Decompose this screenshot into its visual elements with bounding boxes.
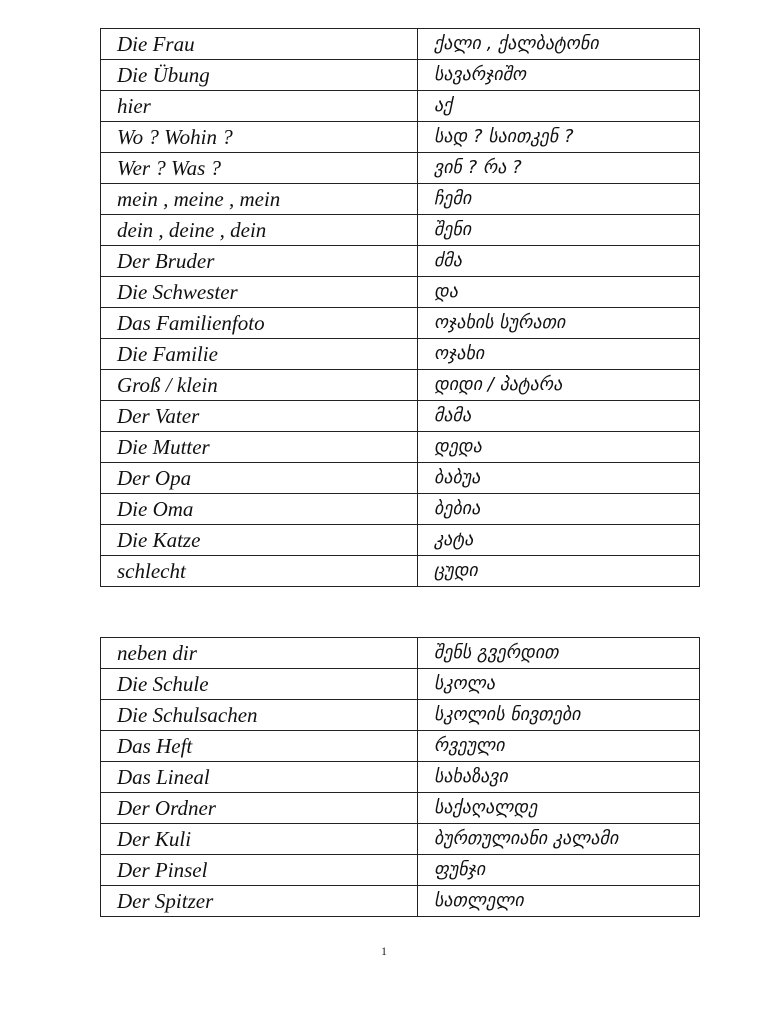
german-word-cell: Der Bruder bbox=[101, 246, 418, 277]
georgian-translation-cell: ჩემი bbox=[418, 184, 700, 215]
german-word-cell: neben dir bbox=[101, 638, 418, 669]
vocabulary-table-1 bbox=[100, 28, 700, 587]
german-word-cell: mein , meine , mein bbox=[101, 184, 418, 215]
german-word-cell: Die Frau bbox=[101, 29, 418, 60]
vocabulary-table-2 bbox=[100, 637, 700, 917]
georgian-translation-cell: კატა bbox=[418, 525, 700, 556]
table-row bbox=[101, 494, 700, 525]
table-row bbox=[101, 463, 700, 494]
table-row bbox=[101, 184, 700, 215]
table-row bbox=[101, 215, 700, 246]
table-row bbox=[101, 246, 700, 277]
georgian-translation-cell: ცუდი bbox=[418, 556, 700, 587]
georgian-translation-cell: ბურთულიანი კალამი bbox=[418, 824, 700, 855]
german-word-cell: Die Schule bbox=[101, 669, 418, 700]
german-word-cell: dein , deine , dein bbox=[101, 215, 418, 246]
german-word-cell: Das Heft bbox=[101, 731, 418, 762]
table-row bbox=[101, 855, 700, 886]
table-row bbox=[101, 525, 700, 556]
table-row bbox=[101, 91, 700, 122]
german-word-cell: hier bbox=[101, 91, 418, 122]
table-row bbox=[101, 793, 700, 824]
georgian-translation-cell: რვეული bbox=[418, 731, 700, 762]
table-row bbox=[101, 731, 700, 762]
german-word-cell: Die Oma bbox=[101, 494, 418, 525]
german-word-cell: Der Pinsel bbox=[101, 855, 418, 886]
georgian-translation-cell: დიდი / პატარა bbox=[418, 370, 700, 401]
german-word-cell: schlecht bbox=[101, 556, 418, 587]
table-row bbox=[101, 370, 700, 401]
georgian-translation-cell: სკოლა bbox=[418, 669, 700, 700]
german-word-cell: Das Familienfoto bbox=[101, 308, 418, 339]
table-row bbox=[101, 153, 700, 184]
vocabulary-table-1-body bbox=[101, 29, 700, 587]
vocabulary-table-2-body bbox=[101, 638, 700, 917]
german-word-cell: Der Vater bbox=[101, 401, 418, 432]
german-word-cell: Der Ordner bbox=[101, 793, 418, 824]
georgian-translation-cell: ძმა bbox=[418, 246, 700, 277]
german-word-cell: Der Spitzer bbox=[101, 886, 418, 917]
german-word-cell: Der Opa bbox=[101, 463, 418, 494]
georgian-translation-cell: სათლელი bbox=[418, 886, 700, 917]
table-row bbox=[101, 700, 700, 731]
georgian-translation-cell: სად ? საითკენ ? bbox=[418, 122, 700, 153]
table-row bbox=[101, 824, 700, 855]
table-row bbox=[101, 122, 700, 153]
german-word-cell: Wer ? Was ? bbox=[101, 153, 418, 184]
table-row bbox=[101, 339, 700, 370]
table-row bbox=[101, 432, 700, 463]
table-row bbox=[101, 401, 700, 432]
table-row bbox=[101, 762, 700, 793]
georgian-translation-cell: შენს გვერდით bbox=[418, 638, 700, 669]
table-row bbox=[101, 886, 700, 917]
georgian-translation-cell: დედა bbox=[418, 432, 700, 463]
georgian-translation-cell: ფუნჯი bbox=[418, 855, 700, 886]
georgian-translation-cell: საქაღალდე bbox=[418, 793, 700, 824]
table-row bbox=[101, 669, 700, 700]
german-word-cell: Wo ? Wohin ? bbox=[101, 122, 418, 153]
georgian-translation-cell: სავარჯიშო bbox=[418, 60, 700, 91]
german-word-cell: Der Kuli bbox=[101, 824, 418, 855]
georgian-translation-cell: მამა bbox=[418, 401, 700, 432]
georgian-translation-cell: შენი bbox=[418, 215, 700, 246]
german-word-cell: Groß / klein bbox=[101, 370, 418, 401]
georgian-translation-cell: აქ bbox=[418, 91, 700, 122]
table-row bbox=[101, 308, 700, 339]
georgian-translation-cell: ბაბუა bbox=[418, 463, 700, 494]
georgian-translation-cell: სკოლის ნივთები bbox=[418, 700, 700, 731]
georgian-translation-cell: ვინ ? რა ? bbox=[418, 153, 700, 184]
page-number: 1 bbox=[381, 944, 387, 958]
german-word-cell: Die Mutter bbox=[101, 432, 418, 463]
table-row bbox=[101, 277, 700, 308]
german-word-cell: Die Schulsachen bbox=[101, 700, 418, 731]
table-row bbox=[101, 638, 700, 669]
german-word-cell: Die Schwester bbox=[101, 277, 418, 308]
georgian-translation-cell: და bbox=[418, 277, 700, 308]
table-row bbox=[101, 60, 700, 91]
table-row bbox=[101, 29, 700, 60]
georgian-translation-cell: ბებია bbox=[418, 494, 700, 525]
german-word-cell: Die Familie bbox=[101, 339, 418, 370]
georgian-translation-cell: ოჯახი bbox=[418, 339, 700, 370]
georgian-translation-cell: ქალი , ქალბატონი bbox=[418, 29, 700, 60]
german-word-cell: Das Lineal bbox=[101, 762, 418, 793]
georgian-translation-cell: ოჯახის სურათი bbox=[418, 308, 700, 339]
german-word-cell: Die Katze bbox=[101, 525, 418, 556]
table-row bbox=[101, 556, 700, 587]
german-word-cell: Die Übung bbox=[101, 60, 418, 91]
georgian-translation-cell: სახაზავი bbox=[418, 762, 700, 793]
